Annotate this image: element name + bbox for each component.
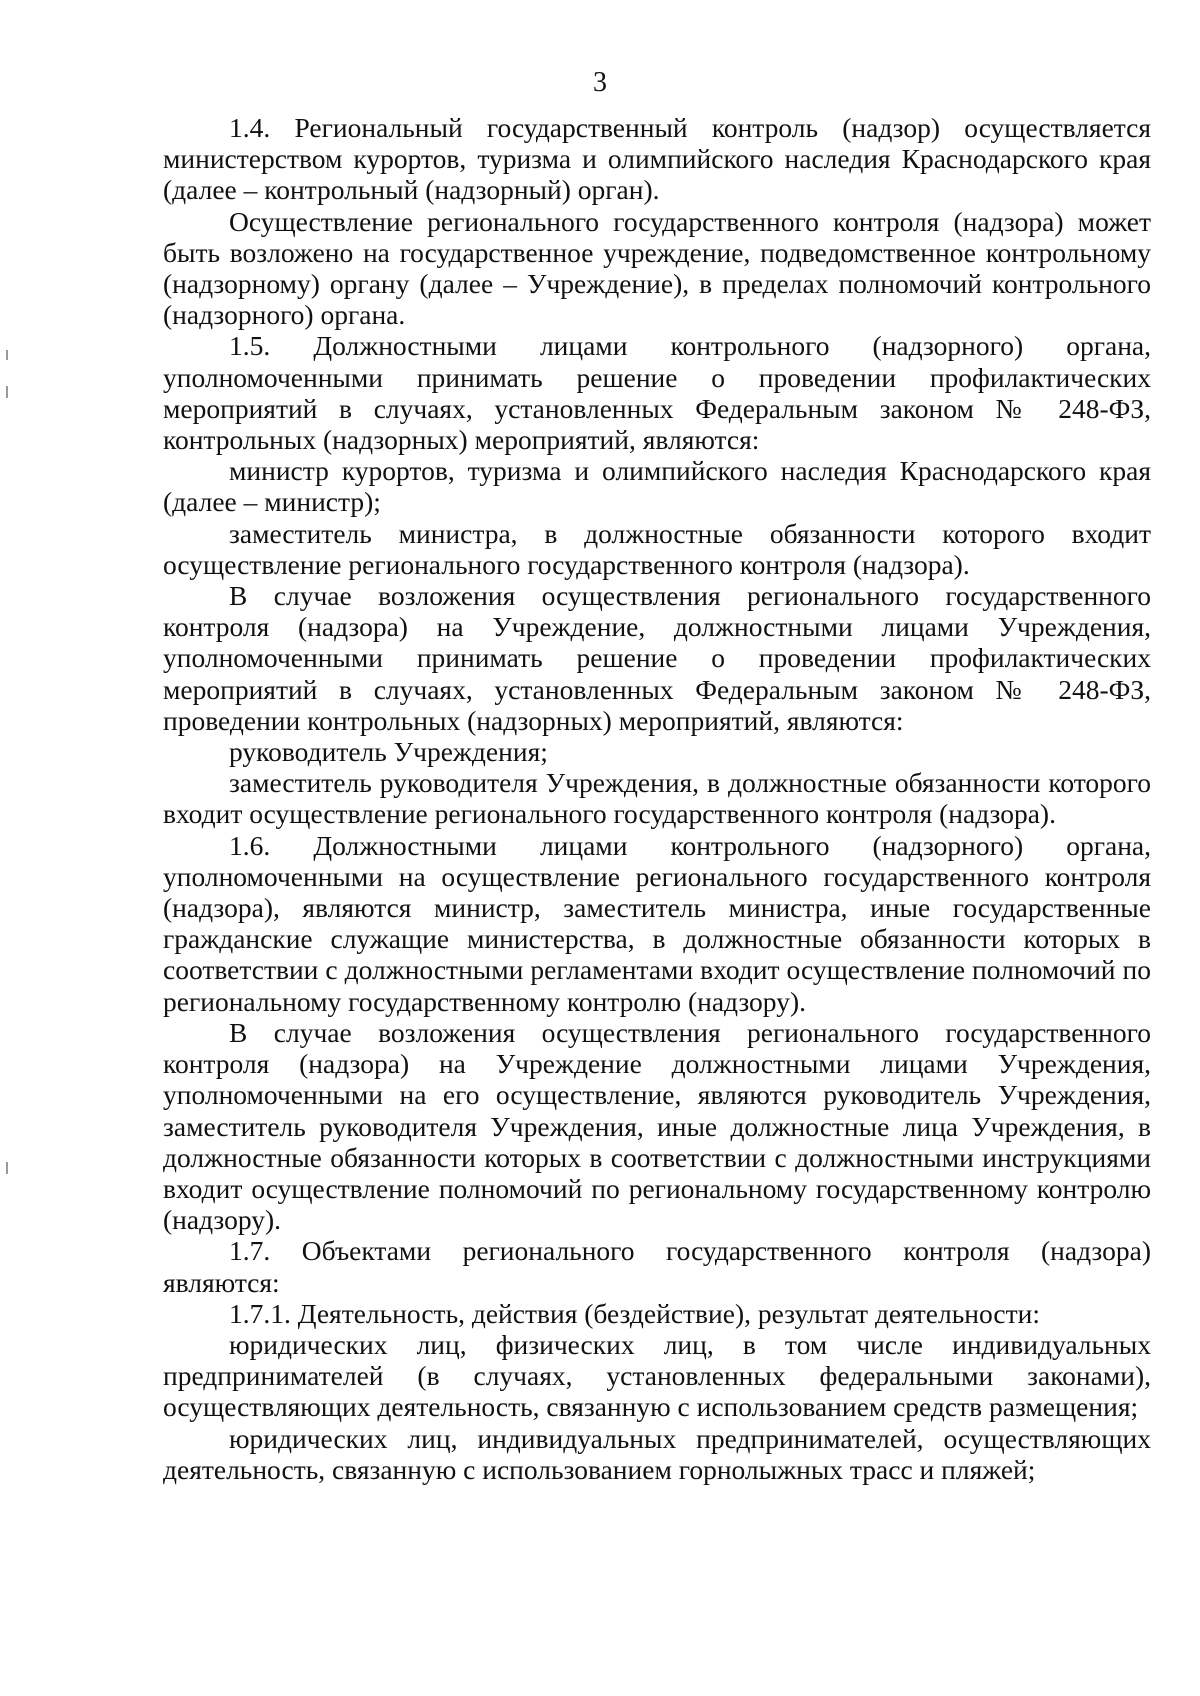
paragraph-institution-officials: В случае возложения осуществления регионального государственного контроля (надзора) на Учреждение, должностными лицами Учреждения, уполномоченными принимать решение о проведении профилактических мероприятий в случаях, установленных Федеральным законом № 248-ФЗ, проведении контрольных (надзорных) мероприятий, являются:: [163, 580, 1151, 736]
scan-margin-mark: [6, 1162, 8, 1174]
paragraph-1-5: 1.5. Должностными лицами контрольного (надзорного) органа, уполномоченными принимать решение о проведении профилактических мероприятий в случаях, установленных Федеральным законом № 248-ФЗ, контрольных (надзорных) мероприятий, являются:: [163, 330, 1151, 456]
document-body: [163, 112, 1151, 1485]
list-item-deputy-minister: заместитель министра, в должностные обязанности которого входит осуществление регионального государственного контроля (надзора).: [163, 517, 1151, 580]
paragraph-1-6: 1.6. Должностными лицами контрольного (надзорного) органа, уполномоченными на осуществление регионального государственного контроля (надзора), являются министр, заместитель министра, иные государственные гражданские служащие министерства, в должностные обязанности которых в соответствии с должностными регламентами входит осуществление полномочий по региональному государственному контролю (надзору).: [163, 829, 1151, 1017]
list-item-ski-slopes-beaches: юридических лиц, индивидуальных предпринимателей, осуществляющих деятельность, связанную с использованием горнолыжных трасс и пляжей;: [163, 1422, 1151, 1485]
paragraph-delegation: Осуществление регионального государственного контроля (надзора) может быть возложено на государственное учреждение, подведомственное контрольному (надзорному) органу (далее – Учреждение), в пределах полномочий контрольного (надзорного) органа.: [163, 205, 1151, 331]
paragraph-1-7-1: 1.7.1. Деятельность, действия (бездействие), результат деятельности:: [229, 1297, 1041, 1329]
paragraph-1-7: 1.7. Объектами регионального государственного контроля (надзора) являются:: [163, 1235, 1151, 1298]
paragraph-institution-control: В случае возложения осуществления регионального государственного контроля (надзора) на Учреждение должностными лицами Учреждения, уполномоченными на его осуществление, являются руководитель Учреждения, заместитель руководителя Учреждения, иные должностные лица Учреждения, в должностные обязанности которых в соответствии с должностными инструкциями входит осуществление полномочий по региональному государственному контролю (надзору).: [163, 1016, 1151, 1236]
paragraph-1-4: 1.4. Региональный государственный контроль (надзор) осуществляется министерством курортов, туризма и олимпийского наследия Краснодарского края (далее – контрольный (надзорный) орган).: [163, 112, 1151, 206]
list-item-accommodation: юридических лиц, физических лиц, в том числе индивидуальных предпринимателей (в случаях, установленных федеральными законами), осуществляющих деятельность, связанную с использованием средств размещения;: [163, 1328, 1151, 1423]
list-item-deputy-head: заместитель руководителя Учреждения, в должностные обязанности которого входит осуществление регионального государственного контроля (надзора).: [163, 767, 1151, 830]
scan-margin-mark: [6, 350, 8, 360]
list-item-minister: министр курортов, туризма и олимпийского наследия Краснодарского края (далее – министр);: [163, 455, 1151, 518]
scan-margin-mark: [6, 386, 8, 398]
list-item-institution-head: руководитель Учреждения;: [229, 736, 548, 768]
page-number: 3: [593, 67, 607, 98]
